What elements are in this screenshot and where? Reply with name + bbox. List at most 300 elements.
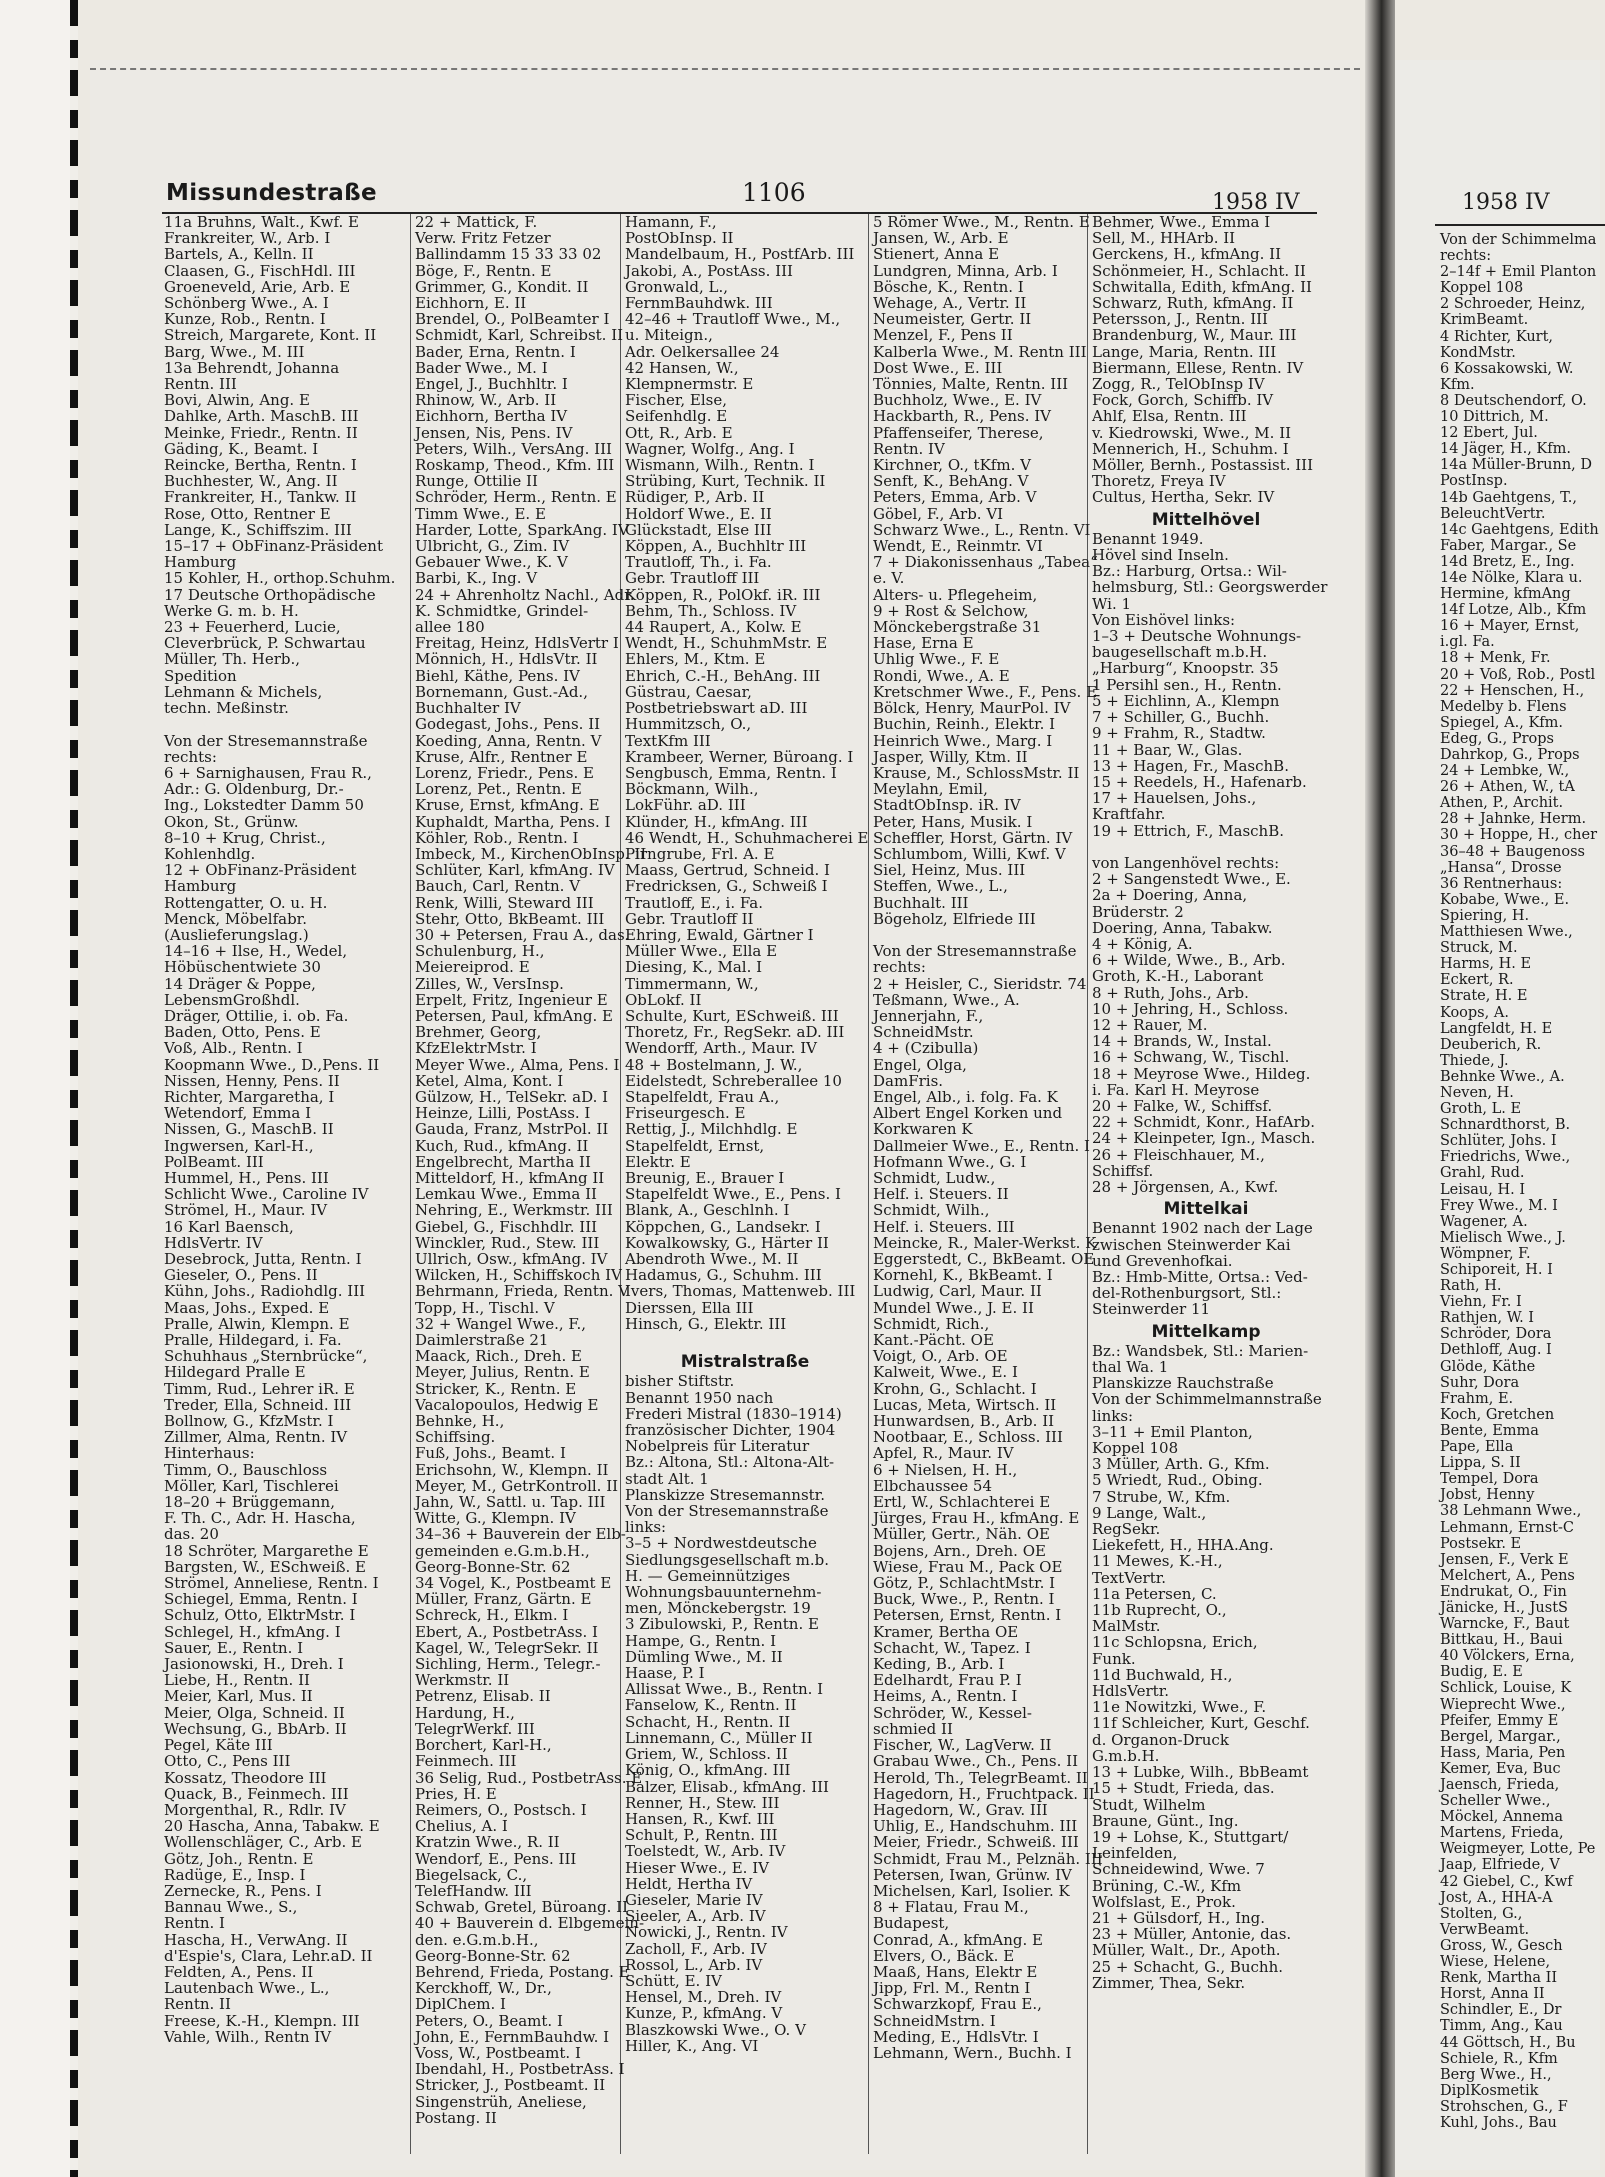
directory-entry: Stolten, G., bbox=[1440, 1905, 1523, 1922]
column-divider bbox=[620, 214, 621, 2154]
directory-entry: Harder, Lotte, SparkAng. IV bbox=[415, 520, 629, 539]
directory-entry: Hagedorn, H., Fruchtpack. II bbox=[873, 1784, 1095, 1803]
directory-entry: Viehn, Fr. I bbox=[1440, 1294, 1522, 1311]
directory-entry: Krambeer, Werner, Büroang. I bbox=[625, 747, 854, 766]
directory-entry: Kuch, Rud., kfmAng. II bbox=[415, 1136, 589, 1155]
directory-entry: 24 + Kleinpeter, Ign., Masch. bbox=[1092, 1129, 1316, 1148]
directory-entry: Steinwerder 11 bbox=[1092, 1300, 1211, 1319]
directory-entry: französischer Dichter, 1904 bbox=[625, 1421, 836, 1440]
directory-entry: Heims, A., Rentn. I bbox=[873, 1687, 1018, 1706]
directory-entry: Klünder, H., kfmAng. III bbox=[625, 812, 808, 831]
directory-entry: 2 + Sangenstedt Wwe., E. bbox=[1092, 870, 1291, 889]
directory-entry: Blaszkowski Wwe., O. V bbox=[625, 2020, 806, 2039]
directory-entry: Pralle, Hildegard, i. Fa. bbox=[164, 1331, 342, 1350]
directory-entry: Bz.: Wandsbek, Stl.: Marien- bbox=[1092, 1341, 1309, 1360]
directory-entry: Postbetriebswart aD. III bbox=[625, 699, 808, 718]
directory-entry: Hascha, H., VerwAng. II bbox=[164, 1930, 348, 1949]
directory-entry: Gäding, K., Beamt. I bbox=[164, 439, 319, 458]
directory-entry: Matthiesen Wwe., bbox=[1440, 924, 1573, 941]
directory-entry: Bergel, Margar., bbox=[1440, 1728, 1561, 1745]
directory-entry: Hackbarth, R., Pens. IV bbox=[873, 407, 1052, 426]
directory-entry: Buchhalt. III bbox=[873, 893, 969, 912]
directory-entry: Jipp, Frl. M., Rentn I bbox=[873, 1979, 1031, 1998]
directory-entry: Peters, Emma, Arb. V bbox=[873, 488, 1037, 507]
directory-entry: 5 + Eichlinn, A., Klempn bbox=[1092, 691, 1280, 710]
directory-entry: Hummel, H., Pens. III bbox=[164, 1168, 329, 1187]
directory-entry: Müller, Walt., Dr., Apoth. bbox=[1092, 1941, 1281, 1960]
directory-entry: Schulte, Kurt, ESchweiß. III bbox=[625, 1006, 839, 1025]
directory-entry: Thoretz, Freya IV bbox=[1092, 472, 1226, 491]
directory-entry: das. 20 bbox=[164, 1525, 219, 1544]
directory-entry: Witte, G., Klempn. IV bbox=[415, 1509, 576, 1528]
directory-entry: PostInsp. bbox=[1440, 473, 1508, 490]
directory-entry: Helf. i. Steuers. III bbox=[873, 1217, 1015, 1236]
directory-entry: Bz.: Altona, Stl.: Altona-Alt- bbox=[625, 1453, 835, 1472]
directory-entry bbox=[1092, 839, 1320, 855]
directory-entry: Böge, F., Rentn. E bbox=[415, 261, 552, 280]
directory-entry: Bittkau, H., Baui bbox=[1440, 1632, 1563, 1649]
directory-entry: 36–48 + Baugenoss bbox=[1440, 843, 1585, 860]
directory-entry: Winckler, Rud., Stew. III bbox=[415, 1233, 600, 1252]
directory-entry: Schröder, Herm., Rentn. E bbox=[415, 488, 617, 507]
directory-entry: Georg-Bonne-Str. 62 bbox=[415, 1557, 571, 1576]
directory-entry: Neven, H. bbox=[1440, 1084, 1514, 1101]
directory-entry: Senft, K., BehAng. V bbox=[873, 472, 1029, 491]
directory-entry: Streich, Margarete, Kont. II bbox=[164, 326, 377, 345]
directory-entry: 44 Raupert, A., Kolw. E bbox=[625, 618, 802, 637]
directory-entry: Heinze, Lilli, PostAss. I bbox=[415, 1104, 591, 1123]
directory-entry: Cleverbrück, P. Schwartau bbox=[164, 634, 366, 653]
directory-entry: Schulenburg, H., bbox=[415, 942, 545, 961]
directory-entry: Ludwig, Carl, Maur. II bbox=[873, 1282, 1042, 1301]
directory-entry: Schiffsf. bbox=[1092, 1161, 1154, 1180]
directory-entry: Timmermann, W., bbox=[625, 974, 759, 993]
directory-entry: 26 + Athen, W., tA bbox=[1440, 779, 1575, 796]
directory-entry: Gieseler, Marie IV bbox=[625, 1890, 763, 1909]
directory-entry: Rentn. IV bbox=[873, 439, 945, 458]
directory-entry: Godegast, Johs., Pens. II bbox=[415, 715, 601, 734]
directory-entry: Seifenhdlg. E bbox=[625, 407, 728, 426]
directory-entry: Neumeister, Gertr. II bbox=[873, 310, 1032, 329]
directory-entry: Kramer, Bertha OE bbox=[873, 1622, 1019, 1641]
directory-entry: Köppen, R., PolOkf. iR. III bbox=[625, 585, 821, 604]
directory-entry: Groth, K.-H., Laborant bbox=[1092, 967, 1264, 986]
directory-entry: Bornemann, Gust.-Ad., bbox=[415, 682, 588, 701]
directory-entry: Meier, Friedr., Schweiß. III bbox=[873, 1833, 1079, 1852]
directory-entry: Ullrich, Osw., kfmAng. IV bbox=[415, 1250, 608, 1268]
directory-entry: Klempnermstr. E bbox=[625, 375, 754, 394]
directory-entry: Bz.: Harburg, Ortsa.: Wil- bbox=[1092, 562, 1287, 581]
directory-entry: Teßmann, Wwe., A. bbox=[873, 990, 1020, 1009]
directory-entry: Richter, Margaretha, I bbox=[164, 1087, 335, 1106]
directory-entry: Fuß, Johs., Beamt. I bbox=[415, 1444, 566, 1463]
directory-entry: 30 + Hoppe, H., cher bbox=[1440, 827, 1598, 844]
directory-entry: 18 + Menk, Fr. bbox=[1440, 650, 1551, 667]
directory-entry: Faber, Margar., Se bbox=[1440, 537, 1577, 554]
directory-entry: DiplKosmetik bbox=[1440, 2082, 1539, 2099]
directory-entry: Runge, Ottilie II bbox=[415, 472, 538, 491]
directory-entry: 6 + Wilde, Wwe., B., Arb. bbox=[1092, 951, 1286, 970]
directory-entry: Möckel, Annema bbox=[1440, 1809, 1564, 1826]
directory-entry: Pries, H. E bbox=[415, 1784, 497, 1803]
directory-entry: Jobst, Henny bbox=[1440, 1487, 1535, 1504]
directory-entry: 6 + Nielsen, H. H., bbox=[873, 1460, 1018, 1479]
directory-entry: Linnemann, C., Müller II bbox=[625, 1728, 813, 1747]
directory-entry: Hase, Erna E bbox=[873, 634, 974, 653]
directory-entry: Wiese, Frau M., Pack OE bbox=[873, 1557, 1063, 1576]
directory-entry: 3–5 + Nordwestdeutsche bbox=[625, 1534, 817, 1553]
directory-entry: Schlüter, Johs. I bbox=[1440, 1133, 1557, 1150]
directory-entry: Schacht, H., Rentn. II bbox=[625, 1712, 791, 1731]
directory-entry: 14c Gaehtgens, Edith bbox=[1440, 521, 1599, 538]
directory-entry: 4 Richter, Kurt, bbox=[1440, 328, 1554, 345]
directory-entry: Funk. bbox=[1092, 1649, 1136, 1668]
directory-entry: 14a Müller-Brunn, D bbox=[1440, 457, 1593, 474]
directory-entry: Mönnich, H., HdlsVtr. II bbox=[415, 650, 598, 669]
directory-entry: Nowicki, J., Rentn. IV bbox=[625, 1923, 788, 1942]
directory-entry: Stapelfeldt Wwe., E., Pens. I bbox=[625, 1185, 841, 1204]
directory-entry: Timm Wwe., E. E bbox=[415, 504, 546, 523]
directory-entry: 4 + (Czibulla) bbox=[873, 1039, 979, 1058]
directory-entry: Stienert, Anna E bbox=[873, 245, 1000, 264]
directory-entry: Behrmann, Frieda, Rentn. V bbox=[415, 1282, 629, 1301]
directory-entry: Wetendorf, Emma I bbox=[164, 1104, 312, 1123]
directory-entry: Gronwald, L., bbox=[625, 277, 729, 296]
directory-entry: Schwarz, Ruth, kfmAng. II bbox=[1092, 294, 1294, 313]
directory-entry: Bartels, A., Kelln. II bbox=[164, 245, 314, 264]
directory-entry: Müller Wwe., Ella E bbox=[625, 942, 778, 961]
directory-entry: 5 Römer Wwe., M., Rentn. E bbox=[873, 213, 1090, 231]
directory-entry: Meincke, R., Maler-Werkst. K bbox=[873, 1233, 1097, 1252]
directory-entry: Friseurgesch. E bbox=[625, 1104, 746, 1123]
directory-entry: Petersen, Ernst, Rentn. I bbox=[873, 1606, 1062, 1625]
edition-year-right: 1958 IV bbox=[1462, 190, 1550, 215]
directory-entry: SchneidMstrn. I bbox=[873, 2011, 996, 2030]
directory-entry: 15 + Studt, Frieda, das. bbox=[1092, 1779, 1275, 1798]
directory-entry: Peters, Wilh., VersAng. III bbox=[415, 439, 612, 458]
directory-entry: Chelius, A. I bbox=[415, 1817, 508, 1836]
book-gutter bbox=[1365, 0, 1395, 2177]
directory-entry: Schiffsing. bbox=[415, 1428, 496, 1447]
directory-entry: Martens, Frieda, bbox=[1440, 1825, 1564, 1842]
directory-entry: Zimmer, Thea, Sekr. bbox=[1092, 1973, 1246, 1992]
directory-entry: Bojens, Arn., Dreh. OE bbox=[873, 1541, 1046, 1560]
directory-entry: Güstrau, Caesar, bbox=[625, 682, 752, 701]
directory-entry: Ing., Lokstedter Damm 50 bbox=[164, 796, 364, 815]
directory-entry: links: bbox=[1092, 1406, 1134, 1425]
directory-entry: Wiese, Helene, bbox=[1440, 1954, 1551, 1971]
directory-entry: Erichsohn, W., Klempn. II bbox=[415, 1460, 609, 1479]
directory-entry: 42 Giebel, C., Kwf bbox=[1440, 1873, 1573, 1890]
directory-entry: Göbel, F., Arb. VI bbox=[873, 504, 1004, 523]
directory-entry: Biegelsack, C., bbox=[415, 1865, 528, 1884]
directory-entry: KrimBeamt. bbox=[1440, 312, 1529, 329]
directory-entry: Hinsch, G., Elektr. III bbox=[625, 1314, 787, 1333]
directory-entry: Glückstadt, Else III bbox=[625, 520, 772, 539]
directory-entry: Sell, M., HHArb. II bbox=[1092, 229, 1236, 248]
directory-entry: Heldt, Hertha IV bbox=[625, 1874, 753, 1893]
column-divider bbox=[410, 214, 411, 2154]
directory-entry: e. V. bbox=[873, 569, 905, 588]
directory-entry: Grabau Wwe., Ch., Pens. II bbox=[873, 1752, 1078, 1771]
directory-entry: Hermine, kfmAng bbox=[1440, 586, 1571, 603]
directory-entry: Rentn. II bbox=[164, 1995, 231, 2014]
directory-entry: Böckmann, Wilh., bbox=[625, 780, 759, 799]
directory-entry: Werkmstr. II bbox=[415, 1671, 510, 1690]
directory-entry: Wollenschläger, C., Arb. E bbox=[164, 1833, 362, 1852]
directory-entry: Conrad, A., kfmAng. E bbox=[873, 1930, 1044, 1949]
directory-entry: Möller, Karl, Tischlerei bbox=[164, 1476, 339, 1495]
directory-entry: Hass, Maria, Pen bbox=[1440, 1744, 1566, 1761]
directory-entry: 10 Dittrich, M. bbox=[1440, 409, 1549, 426]
directory-entry: Schütt, E. IV bbox=[625, 1971, 722, 1990]
directory-entry: 9 + Frahm, R., Stadtw. bbox=[1092, 724, 1266, 743]
directory-entry: Kagel, W., TelegrSekr. II bbox=[415, 1638, 599, 1657]
directory-entry: 13 + Hagen, Fr., MaschB. bbox=[1092, 756, 1289, 775]
directory-entry: Wendt, H., SchuhmMstr. E bbox=[625, 634, 828, 653]
directory-entry: 2 Schroeder, Heinz, bbox=[1440, 296, 1586, 313]
directory-entry: 14e Nölke, Klara u. bbox=[1440, 569, 1583, 586]
directory-entry: 16 + Mayer, Ernst, bbox=[1440, 618, 1580, 635]
directory-entry: Kruse, Alfr., Rentner E bbox=[415, 747, 588, 766]
directory-entry: Steffen, Wwe., L., bbox=[873, 877, 1008, 896]
directory-entry: TelefHandw. III bbox=[415, 1881, 532, 1900]
directory-entry: Melchert, A., Pens bbox=[1440, 1567, 1575, 1584]
directory-entry: Müller, Gertr., Näh. OE bbox=[873, 1525, 1050, 1544]
directory-entry: und Grevenhofkai. bbox=[1092, 1251, 1233, 1270]
directory-entry: Brüderstr. 2 bbox=[1092, 902, 1184, 921]
directory-entry: K. Schmidtke, Grindel- bbox=[415, 601, 589, 620]
directory-entry: v. Kiedrowski, Wwe., M. II bbox=[1092, 423, 1292, 442]
directory-entry: Vacalopoulos, Hedwig E bbox=[415, 1395, 599, 1414]
directory-entry: Schönberg Wwe., A. I bbox=[164, 294, 329, 313]
directory-entry: 28 + Jörgensen, A., Kwf. bbox=[1092, 1177, 1279, 1196]
directory-entry: Jost, A., HHA-A bbox=[1440, 1889, 1553, 1906]
directory-entry: Siedlungsgesellschaft m.b. bbox=[625, 1550, 830, 1569]
directory-entry: Bannau Wwe., S., bbox=[164, 1898, 298, 1917]
directory-entry: Benannt 1902 nach der Lage bbox=[1092, 1219, 1313, 1238]
directory-entry: Dahlke, Arth. MaschB. III bbox=[164, 407, 359, 426]
directory-entry: 6 Kossakowski, W. bbox=[1440, 360, 1574, 377]
directory-entry: Deuberich, R. bbox=[1440, 1036, 1542, 1053]
directory-entry: 30 + Petersen, Frau A., das. bbox=[415, 925, 630, 944]
directory-entry: Kemer, Eva, Buc bbox=[1440, 1760, 1561, 1777]
directory-entry: Schlegel, H., kfmAng. I bbox=[164, 1622, 341, 1641]
directory-entry: 14 Jäger, H., Kfm. bbox=[1440, 441, 1571, 458]
directory-entry: Timm, Rud., Lehrer iR. E bbox=[164, 1379, 355, 1398]
directory-entry: Wömpner, F. bbox=[1440, 1245, 1531, 1262]
directory-entry bbox=[625, 1332, 865, 1348]
directory-entry: Nehring, E., Werkmstr. III bbox=[415, 1201, 613, 1220]
directory-entry: Kunze, Rob., Rentn. I bbox=[164, 310, 326, 329]
directory-entry: 26 + Fleischhauer, M., bbox=[1092, 1145, 1265, 1164]
directory-entry: Krohn, G., Schlacht. I bbox=[873, 1379, 1037, 1398]
directory-entry: Lange, Maria, Rentn. III bbox=[1092, 342, 1277, 361]
directory-entry: Haase, P. I bbox=[625, 1664, 705, 1683]
directory-entry: Wilcken, H., Schiffskoch IV bbox=[415, 1266, 622, 1285]
directory-entry: Verw. Fritz Fetzer bbox=[415, 229, 551, 248]
directory-entry: F. Th. C., Adr. H. Hascha, bbox=[164, 1509, 356, 1528]
directory-entry: Endrukat, O., Fin bbox=[1440, 1583, 1567, 1600]
directory-entry: Albert Engel Korken und bbox=[873, 1104, 1063, 1123]
directory-entry: rechts: bbox=[164, 747, 217, 766]
directory-entry: Lippa, S. II bbox=[1440, 1455, 1521, 1472]
directory-entry: 10 + Jehring, H., Schloss. bbox=[1092, 999, 1289, 1018]
directory-entry: Schwarz Wwe., L., Rentn. VI bbox=[873, 520, 1091, 539]
directory-entry: Kuphaldt, Martha, Pens. I bbox=[415, 812, 611, 831]
directory-entry: zwischen Steinwerder Kai bbox=[1092, 1235, 1291, 1254]
directory-entry: Daimlerstraße 21 bbox=[415, 1331, 549, 1350]
directory-entry: Sieeler, A., Arb. IV bbox=[625, 1907, 766, 1926]
directory-entry: Struck, M. bbox=[1440, 940, 1518, 957]
directory-entry: Suhr, Dora bbox=[1440, 1374, 1520, 1391]
directory-entry: 14–16 + Ilse, H., Wedel, bbox=[164, 942, 348, 961]
directory-entry: Ulbricht, G., Zim. IV bbox=[415, 537, 570, 556]
directory-entry: Singenstrüh, Aneliese, bbox=[415, 2092, 587, 2111]
directory-entry: Wendorf, E., Pens. III bbox=[415, 1849, 577, 1868]
directory-entry: „Harburg“, Knoopstr. 35 bbox=[1092, 659, 1279, 678]
directory-entry: Kalberla Wwe., M. Rentn III bbox=[873, 342, 1087, 361]
directory-entry: Pralle, Alwin, Klempn. E bbox=[164, 1314, 350, 1333]
directory-entry: Langfeldt, H. E bbox=[1440, 1020, 1553, 1037]
directory-entry: Elektr. E bbox=[625, 1152, 691, 1171]
directory-entry: PolBeamt. III bbox=[164, 1152, 264, 1171]
directory-entry: Rhinow, W., Arb. II bbox=[415, 391, 557, 410]
directory-entry: Dümling Wwe., M. II bbox=[625, 1647, 783, 1666]
directory-entry: Ahlf, Elsa, Rentn. III bbox=[1092, 407, 1247, 426]
directory-entry: Topp, H., Tischl. V bbox=[415, 1298, 555, 1317]
directory-entry: LebensmGroßhdl. bbox=[164, 990, 300, 1009]
directory-entry: Krause, M., SchlossMstr. II bbox=[873, 763, 1080, 782]
header-rule-right bbox=[1435, 224, 1605, 226]
directory-entry: Cultus, Hertha, Sekr. IV bbox=[1092, 488, 1275, 507]
directory-entry: Kalweit, Wwe., E. I bbox=[873, 1363, 1018, 1382]
street-title: Mistralstraße bbox=[680, 1352, 810, 1373]
directory-entry: Pegel, Käte III bbox=[164, 1736, 273, 1755]
edition-year: 1958 IV bbox=[1212, 190, 1300, 215]
directory-entry: Schlick, Louise, K bbox=[1440, 1680, 1572, 1697]
directory-entry: Schröder, Dora bbox=[1440, 1326, 1552, 1343]
directory-entry: Grimmer, G., Kondit. II bbox=[415, 277, 589, 296]
directory-entry: Strömel, H., Maur. IV bbox=[164, 1201, 328, 1220]
directory-entry: Leisau, H. I bbox=[1440, 1181, 1526, 1198]
directory-entry: Petersen, Iwan, Grünw. IV bbox=[873, 1865, 1072, 1884]
directory-entry: König, O., kfmAng. III bbox=[625, 1761, 791, 1780]
directory-entry: 48 + Bostelmann, J. W., bbox=[625, 1055, 803, 1074]
directory-entry: Jensen, Nis, Pens. IV bbox=[415, 423, 573, 442]
directory-entry: Uhlig, E., Handschuhm. III bbox=[873, 1817, 1078, 1836]
directory-entry: 36 Rentnerhaus: bbox=[1440, 875, 1563, 892]
directory-entry: Postsekr. E bbox=[1440, 1535, 1522, 1552]
directory-entry: 22 + Henschen, H., bbox=[1440, 682, 1585, 699]
directory-entry: Kerckhoff, W., Dr., bbox=[415, 1979, 552, 1998]
directory-entry: Ott, R., Arb. E bbox=[625, 423, 733, 442]
directory-entry: allee 180 bbox=[415, 618, 485, 637]
directory-entry: i. Fa. Karl H. Meyrose bbox=[1092, 1080, 1260, 1099]
directory-entry: Horst, Anna II bbox=[1440, 1986, 1545, 2003]
directory-entry: Bögeholz, Elfriede III bbox=[873, 909, 1036, 928]
directory-entry: Schlumbom, Willi, Kwf. V bbox=[873, 844, 1066, 863]
directory-entry: Kossatz, Theodore III bbox=[164, 1768, 327, 1787]
directory-entry: Tönnies, Malte, Rentn. III bbox=[873, 375, 1069, 394]
directory-entry: Lucas, Meta, Wirtsch. II bbox=[873, 1395, 1057, 1414]
directory-entry: 22 + Schmidt, Konr., HafArb. bbox=[1092, 1113, 1315, 1132]
directory-entry: Lehmann, Wern., Buchh. I bbox=[873, 2043, 1072, 2062]
directory-entry: 23 + Feuerherd, Lucie, bbox=[164, 618, 341, 637]
directory-entry: Hardung, H., bbox=[415, 1703, 515, 1722]
directory-entry: Maaß, Hans, Elektr E bbox=[873, 1962, 1038, 1981]
directory-entry: Stapelfeldt, Ernst, bbox=[625, 1136, 765, 1155]
directory-entry: d. Organon-Druck bbox=[1092, 1730, 1229, 1749]
directory-entry: Blank, A., Geschlnh. I bbox=[625, 1201, 790, 1220]
directory-entry: Frederi Mistral (1830–1914) bbox=[625, 1404, 842, 1423]
directory-entry: Medelby b. Flens bbox=[1440, 698, 1567, 715]
directory-entry: Behnke, H., bbox=[415, 1412, 505, 1431]
directory-entry: Petersen, Paul, kfmAng. E bbox=[415, 1006, 613, 1025]
directory-entry: Nissen, Henny, Pens. II bbox=[164, 1071, 340, 1090]
directory-entry: Jasionowski, H., Dreh. I bbox=[164, 1655, 344, 1674]
directory-entry: Pape, Ella bbox=[1440, 1439, 1514, 1456]
directory-entry: MalMstr. bbox=[1092, 1617, 1161, 1636]
directory-entry: Pirngrube, Frl. A. E bbox=[625, 844, 775, 863]
directory-entry: Voß, Alb., Rentn. I bbox=[164, 1039, 303, 1058]
directory-entry: Lehmann & Michels, bbox=[164, 682, 323, 701]
directory-entry: 11a Petersen, C. bbox=[1092, 1584, 1217, 1603]
directory-entry: Georg-Bonne-Str. 62 bbox=[415, 1946, 571, 1965]
directory-entry: Thiede, J. bbox=[1440, 1052, 1509, 1069]
street-title: Mittelhövel bbox=[1151, 509, 1261, 530]
directory-entry: 9 Lange, Walt., bbox=[1092, 1503, 1207, 1522]
directory-entry: Wechsung, G., BbArb. II bbox=[164, 1719, 347, 1738]
directory-entry: Götz, P., SchlachtMstr. I bbox=[873, 1574, 1056, 1593]
directory-entry: Engel, Olga, bbox=[873, 1055, 967, 1074]
directory-entry: 9 + Rost & Selchow, bbox=[873, 601, 1029, 620]
directory-entry: 14 Dräger & Poppe, bbox=[164, 974, 316, 993]
directory-entry: Ivers, Thomas, Mattenweb. III bbox=[625, 1282, 856, 1301]
directory-entry: Strate, H. E bbox=[1440, 988, 1528, 1005]
directory-entry: Fredricksen, G., Schweiß I bbox=[625, 877, 828, 896]
directory-entry: Benannt 1949. bbox=[1092, 529, 1204, 548]
directory-entry: Wagner, Wolfg., Ang. I bbox=[625, 439, 795, 458]
directory-entry: Liebe, H., Rentn. II bbox=[164, 1671, 310, 1690]
directory-entry: VerwBeamt. bbox=[1440, 1921, 1530, 1938]
directory-entry: Barbi, K., Ing. V bbox=[415, 569, 538, 588]
directory-entry: Ertl, W., Schlachterei E bbox=[873, 1493, 1051, 1512]
directory-entry: 5 Wriedt, Rud., Obing. bbox=[1092, 1471, 1263, 1490]
directory-entry: Sichling, Herm., Telegr.- bbox=[415, 1655, 601, 1674]
directory-entry: Timm, O., Bauschloss bbox=[164, 1460, 328, 1479]
directory-entry: Pfeifer, Emmy E bbox=[1440, 1712, 1559, 1729]
directory-entry: Jakobi, A., PostAss. III bbox=[625, 261, 793, 280]
directory-entry: Buchin, Reinh., Elektr. I bbox=[873, 715, 1056, 734]
directory-entry: Bargsten, W., ESchweiß. E bbox=[164, 1557, 366, 1576]
directory-entry: 4 + König, A. bbox=[1092, 934, 1193, 953]
directory-entry: Buchholz, Wwe., E. IV bbox=[873, 391, 1042, 410]
directory-entry: Pfaffenseifer, Therese, bbox=[873, 423, 1044, 442]
directory-entry: Griem, W., Schloss. II bbox=[625, 1745, 788, 1764]
directory-entry: Mennerich, H., Schuhm. I bbox=[1092, 439, 1289, 458]
directory-entry: Doering, Anna, Tabakw. bbox=[1092, 918, 1273, 937]
directory-entry: Reimers, O., Postsch. I bbox=[415, 1800, 587, 1819]
directory-entry: 46 Wendt, H., Schuhmacherei E bbox=[625, 828, 869, 847]
directory-entry: bisher Stiftstr. bbox=[625, 1372, 735, 1391]
directory-entry: Behm, Th., Schloss. IV bbox=[625, 601, 797, 620]
directory-entry: Stricker, K., Rentn. E bbox=[415, 1379, 577, 1398]
directory-entry: Barg, Wwe., M. III bbox=[164, 342, 305, 361]
directory-entry: Zacholl, F., Arb. IV bbox=[625, 1939, 767, 1958]
directory-entry: Jasper, Willy, Ktm. II bbox=[873, 747, 1028, 766]
directory-entry: Rettig, J., Milchhdlg. E bbox=[625, 1120, 798, 1139]
